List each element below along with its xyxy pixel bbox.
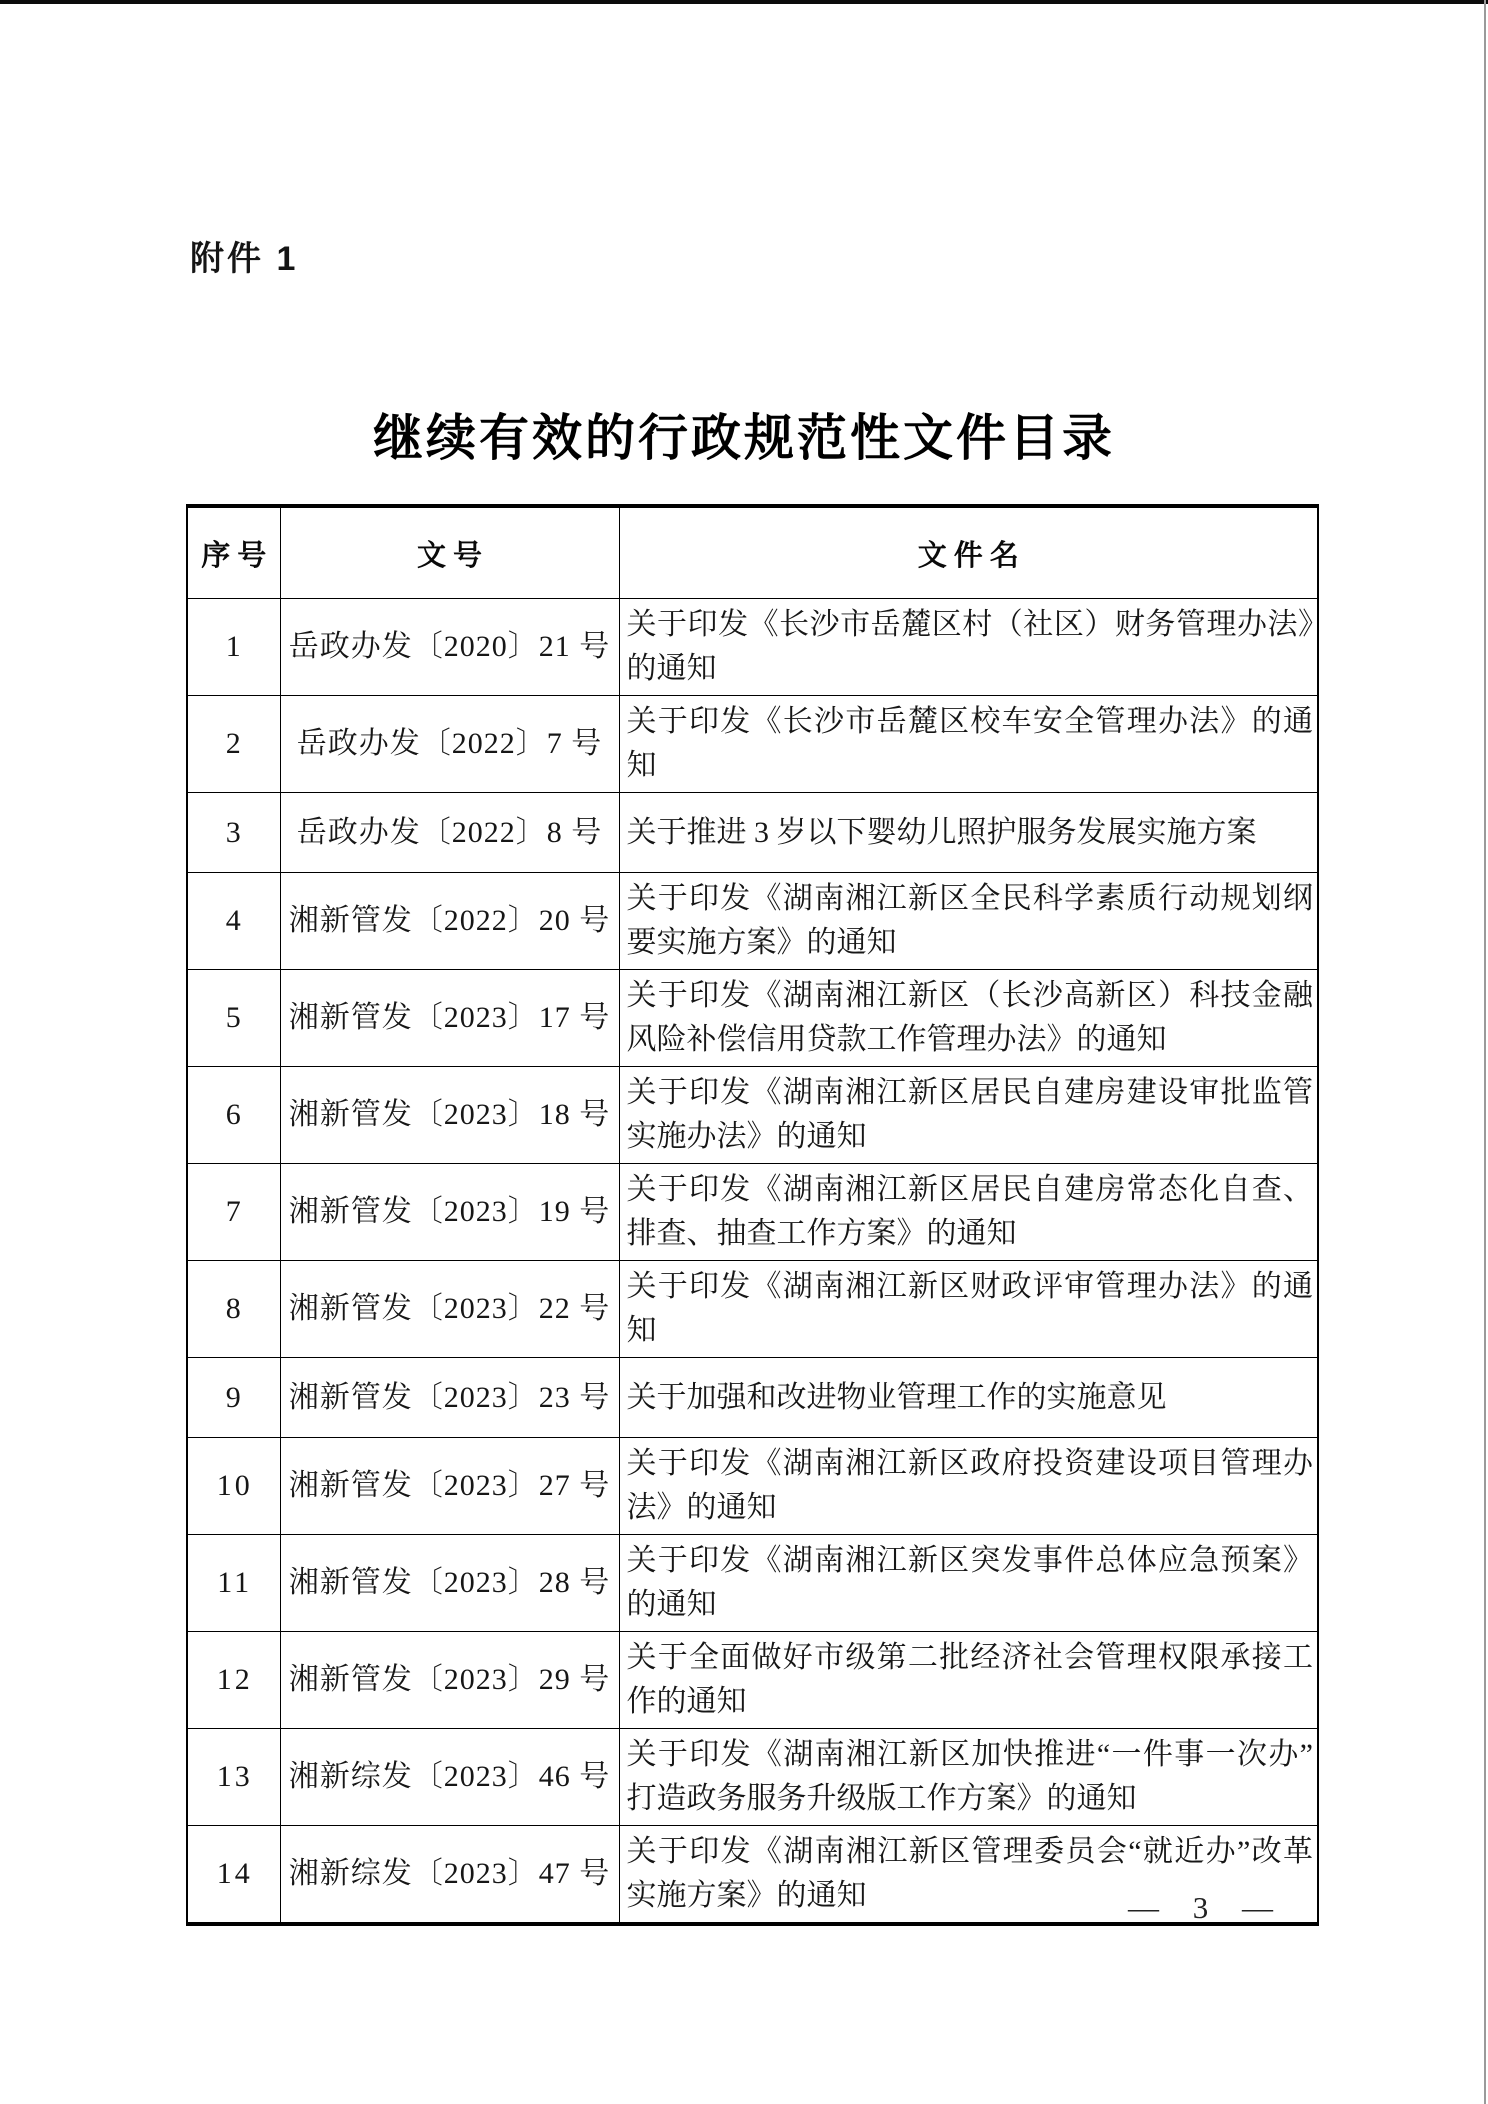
row-doc-no-cell: 湘新管发〔2023〕23 号 — [280, 1358, 619, 1438]
row-doc-title-cell: 关于推进 3 岁以下婴幼儿照护服务发展实施方案 — [619, 793, 1318, 873]
table-header-row — [187, 506, 1318, 599]
row-index-cell: 7 — [187, 1164, 280, 1261]
row-index-cell: 10 — [187, 1438, 280, 1535]
row-index-cell: 12 — [187, 1632, 280, 1729]
documents-table — [186, 504, 1319, 1926]
row-doc-no-cell: 岳政办发〔2020〕21 号 — [280, 599, 619, 696]
table-row — [187, 1438, 1318, 1535]
row-doc-no-cell: 湘新管发〔2023〕29 号 — [280, 1632, 619, 1729]
row-doc-title-cell: 关于印发《湖南湘江新区居民自建房建设审批监管实施办法》的通知 — [619, 1067, 1318, 1164]
row-doc-title-cell: 关于印发《湖南湘江新区突发事件总体应急预案》的通知 — [619, 1535, 1318, 1632]
row-doc-no-cell: 湘新管发〔2023〕19 号 — [280, 1164, 619, 1261]
row-index-cell: 13 — [187, 1729, 280, 1826]
table-row — [187, 1729, 1318, 1826]
row-index-cell: 5 — [187, 970, 280, 1067]
row-index-cell: 8 — [187, 1261, 280, 1358]
row-index-cell: 11 — [187, 1535, 280, 1632]
row-doc-no-cell: 岳政办发〔2022〕8 号 — [280, 793, 619, 873]
row-index-cell: 2 — [187, 696, 280, 793]
row-index-cell: 4 — [187, 873, 280, 970]
row-index-cell: 3 — [187, 793, 280, 873]
row-doc-no-cell: 岳政办发〔2022〕7 号 — [280, 696, 619, 793]
row-doc-title-cell: 关于全面做好市级第二批经济社会管理权限承接工作的通知 — [619, 1632, 1318, 1729]
row-doc-title-cell: 关于印发《湖南湘江新区居民自建房常态化自查、排查、抽查工作方案》的通知 — [619, 1164, 1318, 1261]
page-number: — 3 — — [1128, 1890, 1279, 1925]
row-index-cell: 9 — [187, 1358, 280, 1438]
table-row — [187, 873, 1318, 970]
row-doc-title-cell: 关于印发《湖南湘江新区政府投资建设项目管理办法》的通知 — [619, 1438, 1318, 1535]
row-doc-no-cell: 湘新管发〔2023〕27 号 — [280, 1438, 619, 1535]
row-index-cell: 6 — [187, 1067, 280, 1164]
table-row — [187, 793, 1318, 873]
row-doc-title-cell: 关于印发《湖南湘江新区（长沙高新区）科技金融风险补偿信用贷款工作管理办法》的通知 — [619, 970, 1318, 1067]
row-doc-title-cell: 关于印发《长沙市岳麓区村（社区）财务管理办法》的通知 — [619, 599, 1318, 696]
header-cell-doc-title: 文件名 — [619, 506, 1318, 599]
row-doc-title-cell: 关于印发《湖南湘江新区加快推进“一件事一次办”打造政务服务升级版工作方案》的通知 — [619, 1729, 1318, 1826]
row-doc-no-cell: 湘新管发〔2023〕17 号 — [280, 970, 619, 1067]
header-cell-doc-no: 文号 — [280, 506, 619, 599]
row-doc-no-cell: 湘新管发〔2023〕28 号 — [280, 1535, 619, 1632]
table-row — [187, 1535, 1318, 1632]
header-cell-index: 序号 — [187, 506, 280, 599]
row-index-cell: 14 — [187, 1826, 280, 1925]
row-doc-no-cell: 湘新管发〔2022〕20 号 — [280, 873, 619, 970]
table-row — [187, 1632, 1318, 1729]
row-index-cell: 1 — [187, 599, 280, 696]
table-row — [187, 1164, 1318, 1261]
row-doc-title-cell: 关于印发《湖南湘江新区管理委员会“就近办”改革实施方案》的通知 — [619, 1826, 1318, 1925]
table-row — [187, 696, 1318, 793]
row-doc-title-cell: 关于印发《长沙市岳麓区校车安全管理办法》的通知 — [619, 696, 1318, 793]
row-doc-no-cell: 湘新综发〔2023〕46 号 — [280, 1729, 619, 1826]
table-body — [187, 599, 1318, 1925]
table-row — [187, 1358, 1318, 1438]
row-doc-no-cell: 湘新综发〔2023〕47 号 — [280, 1826, 619, 1925]
table-row — [187, 1067, 1318, 1164]
row-doc-no-cell: 湘新管发〔2023〕18 号 — [280, 1067, 619, 1164]
table-row — [187, 1261, 1318, 1358]
row-doc-title-cell: 关于印发《湖南湘江新区财政评审管理办法》的通知 — [619, 1261, 1318, 1358]
page-edge-right-line — [1484, 0, 1486, 2104]
table-row — [187, 970, 1318, 1067]
page-edge-top-line — [0, 0, 1488, 4]
document-title: 继续有效的行政规范性文件目录 — [373, 410, 1115, 466]
row-doc-no-cell: 湘新管发〔2023〕22 号 — [280, 1261, 619, 1358]
table-row — [187, 599, 1318, 696]
row-doc-title-cell: 关于加强和改进物业管理工作的实施意见 — [619, 1358, 1318, 1438]
row-doc-title-cell: 关于印发《湖南湘江新区全民科学素质行动规划纲要实施方案》的通知 — [619, 873, 1318, 970]
attachment-label: 附件 1 — [190, 240, 299, 278]
